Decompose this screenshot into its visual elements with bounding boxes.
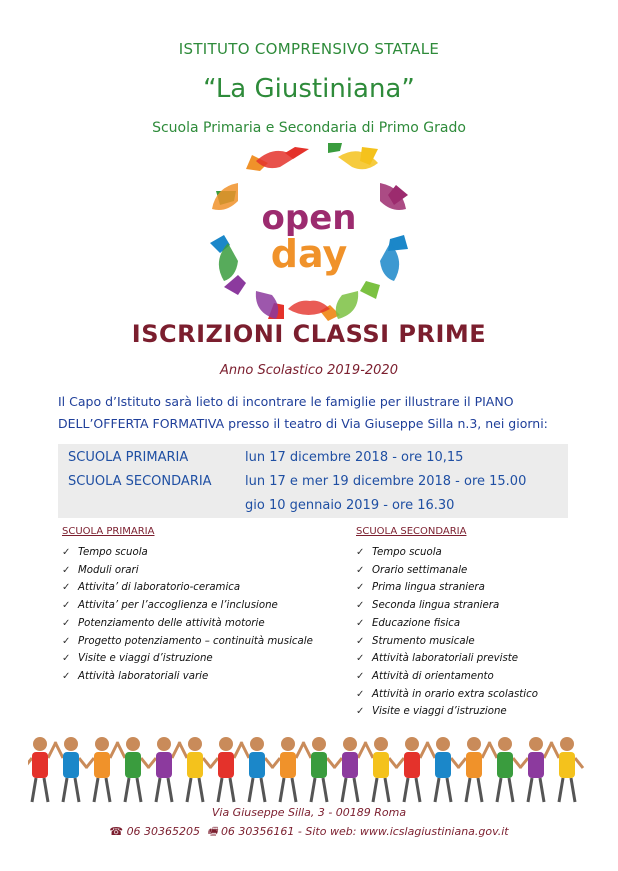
main-title: ISCRIZIONI CLASSI PRIME	[131, 320, 487, 348]
primaria-heading: SCUOLA PRIMARIA	[62, 526, 155, 537]
secondaria-list	[356, 544, 586, 721]
child-figure	[148, 737, 180, 802]
fax-number: 06 30356161	[220, 825, 295, 838]
school-year: Anno Scolastico 2019-2020	[220, 363, 398, 378]
web-label: - Sito web:	[297, 825, 357, 838]
child-figure	[179, 737, 211, 802]
child-figure	[117, 737, 149, 802]
list-item: ✓ Attività di orientamento	[356, 668, 586, 686]
list-item: ✓ Attività laboratoriali previste	[356, 650, 586, 668]
list-item: ✓ Tempo scuola	[62, 544, 324, 562]
list-item: ✓ Orario settimanale	[356, 562, 586, 580]
telephone-icon: ☎	[109, 825, 124, 838]
child-figure	[303, 737, 335, 802]
child-figure	[241, 737, 273, 802]
list-item: ✓ Prima lingua straniera	[356, 579, 586, 597]
intro-paragraph	[58, 391, 578, 435]
list-item: ✓ Visite e viaggi d’istruzione	[356, 703, 586, 721]
schedule-label-primaria: SCUOLA PRIMARIA	[68, 450, 189, 465]
list-item: ✓ Educazione fisica	[356, 615, 586, 633]
schedule-box	[58, 444, 568, 518]
child-figure	[334, 737, 366, 802]
address: Via Giuseppe Silla, 3 - 00189 Roma	[211, 806, 407, 819]
list-item: ✓ Moduli orari	[62, 562, 324, 580]
logo-word-open: open	[261, 198, 357, 238]
school-name: “La Giustiniana”	[203, 74, 415, 104]
schedule-label-secondaria: SCUOLA SECONDARIA	[68, 474, 212, 489]
list-item: ✓ Attivita’ di laboratorio-ceramica	[62, 579, 324, 597]
child-figure	[55, 737, 87, 802]
list-item: ✓ Attività laboratoriali varie	[62, 668, 324, 686]
children-illustration	[28, 728, 590, 808]
child-figure	[458, 737, 490, 802]
schedule-date-primaria: lun 17 dicembre 2018 - ore 10,15	[245, 450, 464, 465]
list-item: ✓ Visite e viaggi d’istruzione	[62, 650, 324, 668]
child-figure	[396, 737, 428, 802]
list-item: ✓ Potenziamento delle attività motorie	[62, 615, 324, 633]
child-figure	[427, 737, 459, 802]
website-link[interactable]: www.icslagiustiniana.gov.it	[359, 825, 509, 838]
child-figure	[520, 737, 552, 802]
intro-line-1: Il Capo d’Istituto sarà lieto di incontrare le famiglie per illustrare il PIANO	[58, 394, 514, 409]
contacts-line	[0, 823, 618, 842]
schedule-date-secondaria: lun 17 e mer 19 dicembre 2018 - ore 15.00	[245, 474, 527, 489]
child-figure	[210, 737, 242, 802]
child-figure	[365, 737, 397, 802]
schedule-date-extra: gio 10 gennaio 2019 - ore 16.30	[245, 498, 455, 513]
secondaria-heading: SCUOLA SECONDARIA	[356, 526, 467, 537]
institute-heading: ISTITUTO COMPRENSIVO STATALE	[178, 40, 440, 58]
list-item: ✓ Seconda lingua straniera	[356, 597, 586, 615]
list-item: ✓ Attività in orario extra scolastico	[356, 686, 586, 704]
child-figure	[86, 737, 118, 802]
child-figure	[272, 737, 304, 802]
school-type: Scuola Primaria e Secondaria di Primo Grado	[152, 120, 466, 136]
list-item: ✓ Strumento musicale	[356, 633, 586, 651]
fax-icon: 🖷	[207, 825, 218, 838]
list-item: ✓ Progetto potenziamento – continuità musicale	[62, 633, 318, 651]
list-item: ✓ Tempo scuola	[356, 544, 586, 562]
child-figure	[28, 737, 56, 802]
intro-line-2: DELL’OFFERTA FORMATIVA presso il teatro di Via Giuseppe Silla n.3, nei giorni:	[58, 416, 548, 431]
logo-word-day: day	[270, 232, 348, 276]
list-item: ✓ Attivita’ per l’accoglienza e l’inclusione	[62, 597, 324, 615]
child-figure	[551, 737, 583, 802]
open-day-logo	[208, 143, 410, 321]
phone-number: 06 30365205	[126, 825, 201, 838]
primaria-list	[62, 544, 324, 686]
child-figure	[489, 737, 521, 802]
